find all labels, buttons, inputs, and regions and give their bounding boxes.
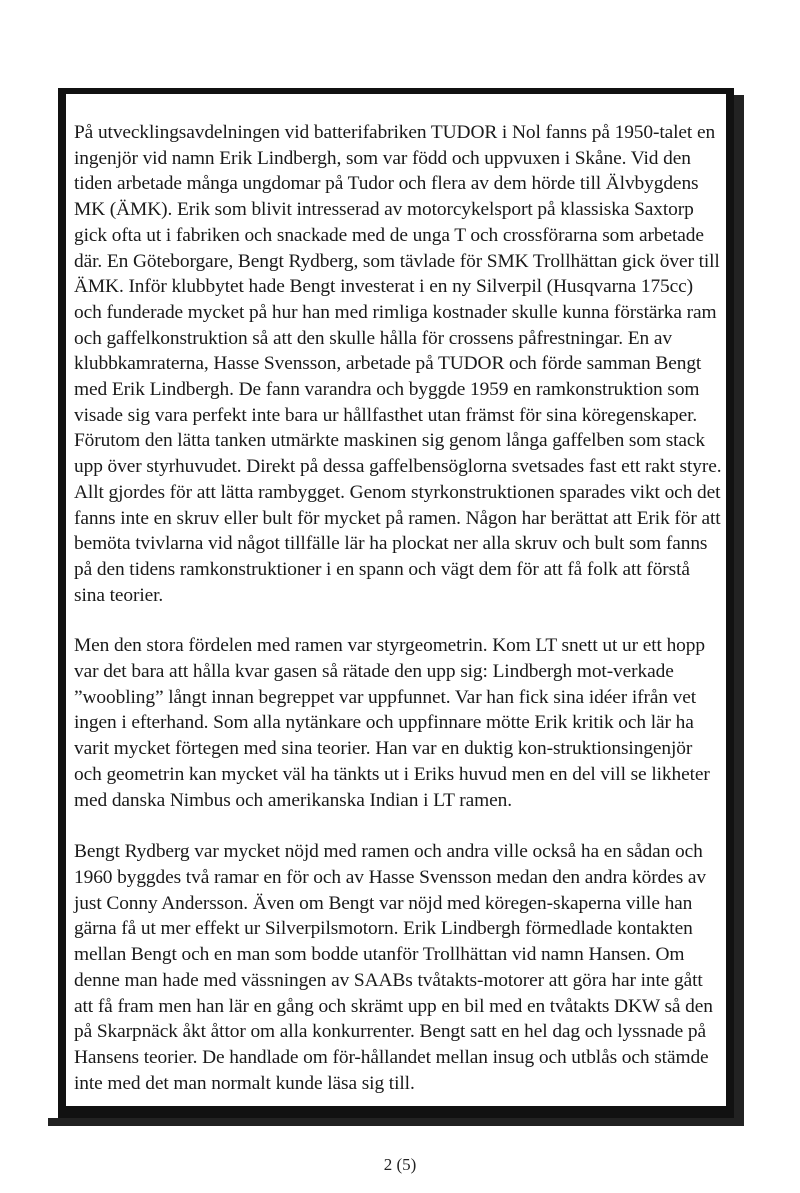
document-body [74, 120, 722, 1122]
paragraph-3: Bengt Rydberg var mycket nöjd med ramen och andra ville också ha en sådan och 1960 byggdes två ramar en för och av Hasse Svensson medan den andra kördes av just Conny Andersson. Även om Bengt var nöjd med köregen-skaperna ville han gärna få ut mer effekt ur Silverpilsmotorn. Erik Lindbergh förmedlade kontakten mellan Bengt och en man som bodde utanför Trollhättan vid namn Hansen. Om denne man hade med vässningen av SAABs tvåtakts-motorer att göra har inte gått att få fram men han lär en gång och skrämt upp en bil med en tvåtakts DKW så den på Skarpnäck åkt åttor om alla konkurrenter. Bengt satt en hel dag och lyssnade på Hansens teorier. De handlade om för-hållandet mellan insug och utblås och stämde inte med det man normalt kunde läsa sig till. [74, 841, 713, 1094]
text-frame [58, 88, 734, 1118]
paragraph-1: På utvecklingsavdelningen vid batterifabriken TUDOR i Nol fanns på 1950-talet en ingenjör vid namn Erik Lindbergh, som var född och uppvuxen i Skåne. Vid den tiden arbetade många ungdomar på Tudor och flera av dem hörde till Älvbygdens MK (ÄMK). Erik som blivit intresserad av motorcykelsport på klassiska Saxtorp gick ofta ut i fabriken och snackade med de unga T och crossförarna som arbetade där. En Göteborgare, Bengt Rydberg, som tävlade för SMK Trollhättan gick över till ÄMK. Inför klubbytet hade Bengt investerat i en ny Silverpil (Husqvarna 175cc) och funderade mycket på hur han med rimliga kostnader skulle kunna förstärka ram och gaffelkonstruktion så att den skulle hålla för crossens påfrestningar. En av klubbkamraterna, Hasse Svensson, arbetade på TUDOR och förde samman Bengt med Erik Lindbergh. De fann varandra och byggde 1959 en ramkonstruktion som visade sig vara perfekt inte bara ur hållfasthet utan främst för sina köregenskaper. Förutom den lätta tanken utmärkte maskinen sig genom långa gaffelben som stack upp över styrhuvudet. Direkt på dessa gaffelbensöglorna svetsades fast ett rakt styre. Allt gjordes för att lätta rambygget. Genom styrkonstruktionen sparades vikt och det fanns inte en skruv eller bult för mycket på ramen. Någon har berättat att Erik för att bemöta tvivlarna vid något tillfälle lär ha plockat ner alla skruv och bult som fanns på den tidens ramkonstruktioner i en spann och vägt dem för att få folk att förstå sina teorier. [74, 122, 722, 606]
page-number: 2 (5) [383, 1155, 417, 1174]
frame-shadow-right [734, 95, 744, 1125]
paragraph-2: Men den stora fördelen med ramen var styrgeometrin. Kom LT snett ut ur ett hopp var det bara att hålla kvar gasen så rätade den upp sig: Lindbergh mot-verkade ”woobling” långt innan begreppet var uppfunnet. Var han fick sina idéer ifrån vet ingen i efterhand. Som alla nytänkare och uppfinnare mötte Erik kritik och lär ha varit mycket förtegen med sina teorier. Han var en duktig kon-struktionsingenjör och geometrin kan mycket väl ha tänkts ut i Eriks huvud men en del vill se likheter med danska Nimbus och amerikanska Indian i LT ramen. [74, 635, 710, 811]
